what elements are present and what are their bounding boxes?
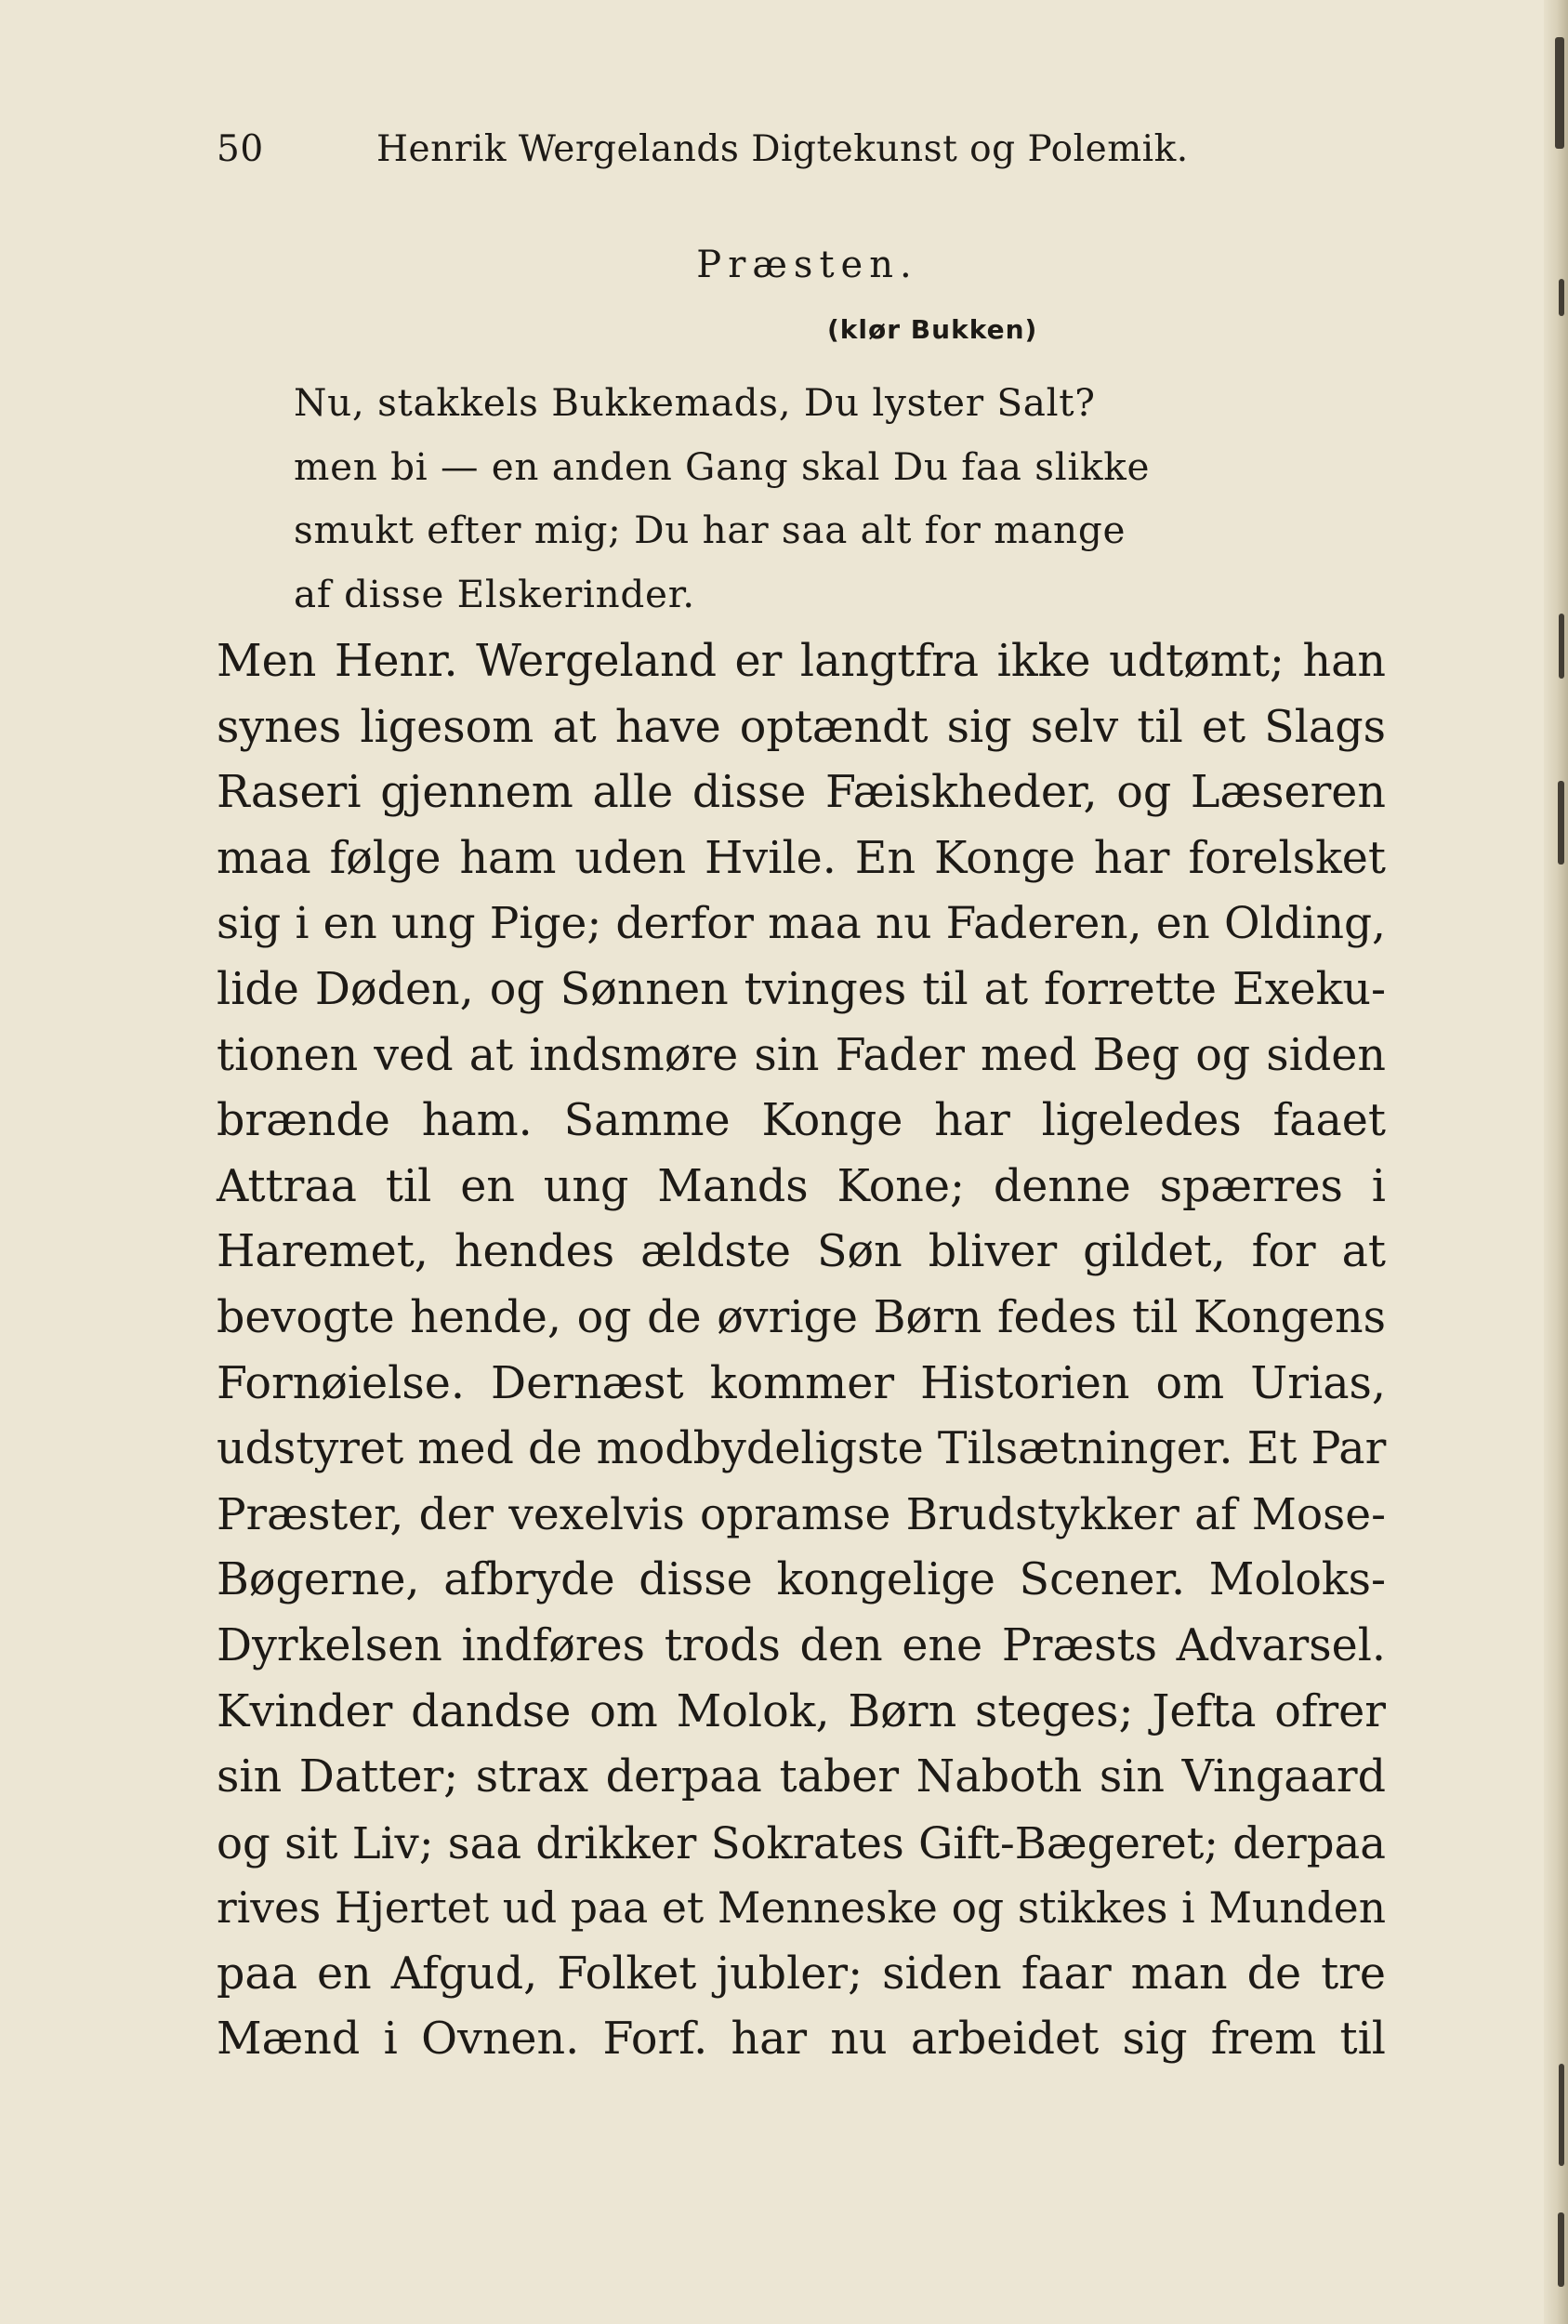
prose-line: brænde ham. Samme Konge har ligeledes faaet [217, 1095, 1386, 1147]
verse-line: Nu, stakkels Bukkemads, Du lyster Salt? [294, 380, 1096, 425]
prose-line: Kvinder dandse om Molok, Børn steges; Jefta ofrer [217, 1685, 1386, 1737]
prose-line: lide Døden, og Sønnen tvinges til at forrette Exeku- [217, 963, 1386, 1015]
prose-line: synes ligesom at have optændt sig selv til et Slags [217, 701, 1386, 753]
prose-line: udstyret med de modbydeligste Tilsætninger. Et Par [217, 1423, 1387, 1475]
verse-block [294, 371, 1363, 626]
running-title: Henrik Wergelands Digtekunst og Polemik. [376, 128, 1189, 170]
page-number: 50 [217, 128, 264, 170]
page-header [217, 128, 1378, 184]
prose-line: og sit Liv; saa drikker Sokrates Gift-Bægeret; derpaa [217, 1817, 1386, 1868]
prose-line: tionen ved at indsmøre sin Fader med Beg og siden [217, 1029, 1386, 1081]
verse-line: af disse Elskerinder. [294, 571, 695, 616]
prose-paragraph [217, 629, 1386, 2073]
prose-line: sig i en ung Pige; derfor maa nu Faderen, en Olding, [217, 898, 1386, 950]
prose-line: sin Datter; strax derpaa taber Naboth sin Vingaard [217, 1751, 1386, 1803]
prose-line: Mænd i Ovnen. Forf. har nu arbeidet sig frem til [217, 2014, 1386, 2066]
stage-direction: (klør Bukken) [827, 314, 1038, 345]
prose-line: Dyrkelsen indføres trods den ene Præsts Advarsel. [217, 1619, 1386, 1671]
prose-line: Haremet, hendes ældste Søn bliver gildet, for at [217, 1226, 1386, 1278]
edge-mark [1558, 781, 1564, 865]
prose-line: paa en Afgud, Folket jubler; siden faar man de tre [217, 1948, 1386, 2000]
prose-line: Men Henr. Wergeland er langtfra ikke udtømt; han [217, 636, 1386, 687]
page-edge [1544, 0, 1568, 2324]
verse-line: smukt efter mig; Du har saa alt for mange [294, 508, 1127, 552]
verse-line: men bi — en anden Gang skal Du faa slikke [294, 443, 1151, 489]
prose-line: Bøgerne, afbryde disse kongelige Scener. Moloks- [217, 1554, 1386, 1606]
prose-line: Fornøielse. Dernæst kommer Historien om Urias, [217, 1357, 1386, 1409]
edge-mark [1555, 37, 1564, 149]
prose-line: Raseri gjennem alle disse Fæiskheder, og Læseren [217, 767, 1386, 819]
prose-line: maa følge ham uden Hvile. En Konge har forelsket [217, 832, 1386, 884]
edge-mark [1559, 614, 1564, 679]
prose-line: Attraa til en ung Mands Kone; denne spærres i [217, 1160, 1386, 1212]
edge-mark [1559, 2064, 1564, 2166]
edge-mark [1558, 2212, 1564, 2287]
prose-line: rives Hjertet ud paa et Menneske og stikkes i Munden [217, 1883, 1386, 1934]
speaker-name: Præsten. [696, 244, 918, 286]
prose-line: Præster, der vexelvis opramse Brudstykker af Mose- [217, 1488, 1386, 1540]
prose-line: bevogte hende, og de øvrige Børn fedes til Kongens [217, 1291, 1386, 1343]
